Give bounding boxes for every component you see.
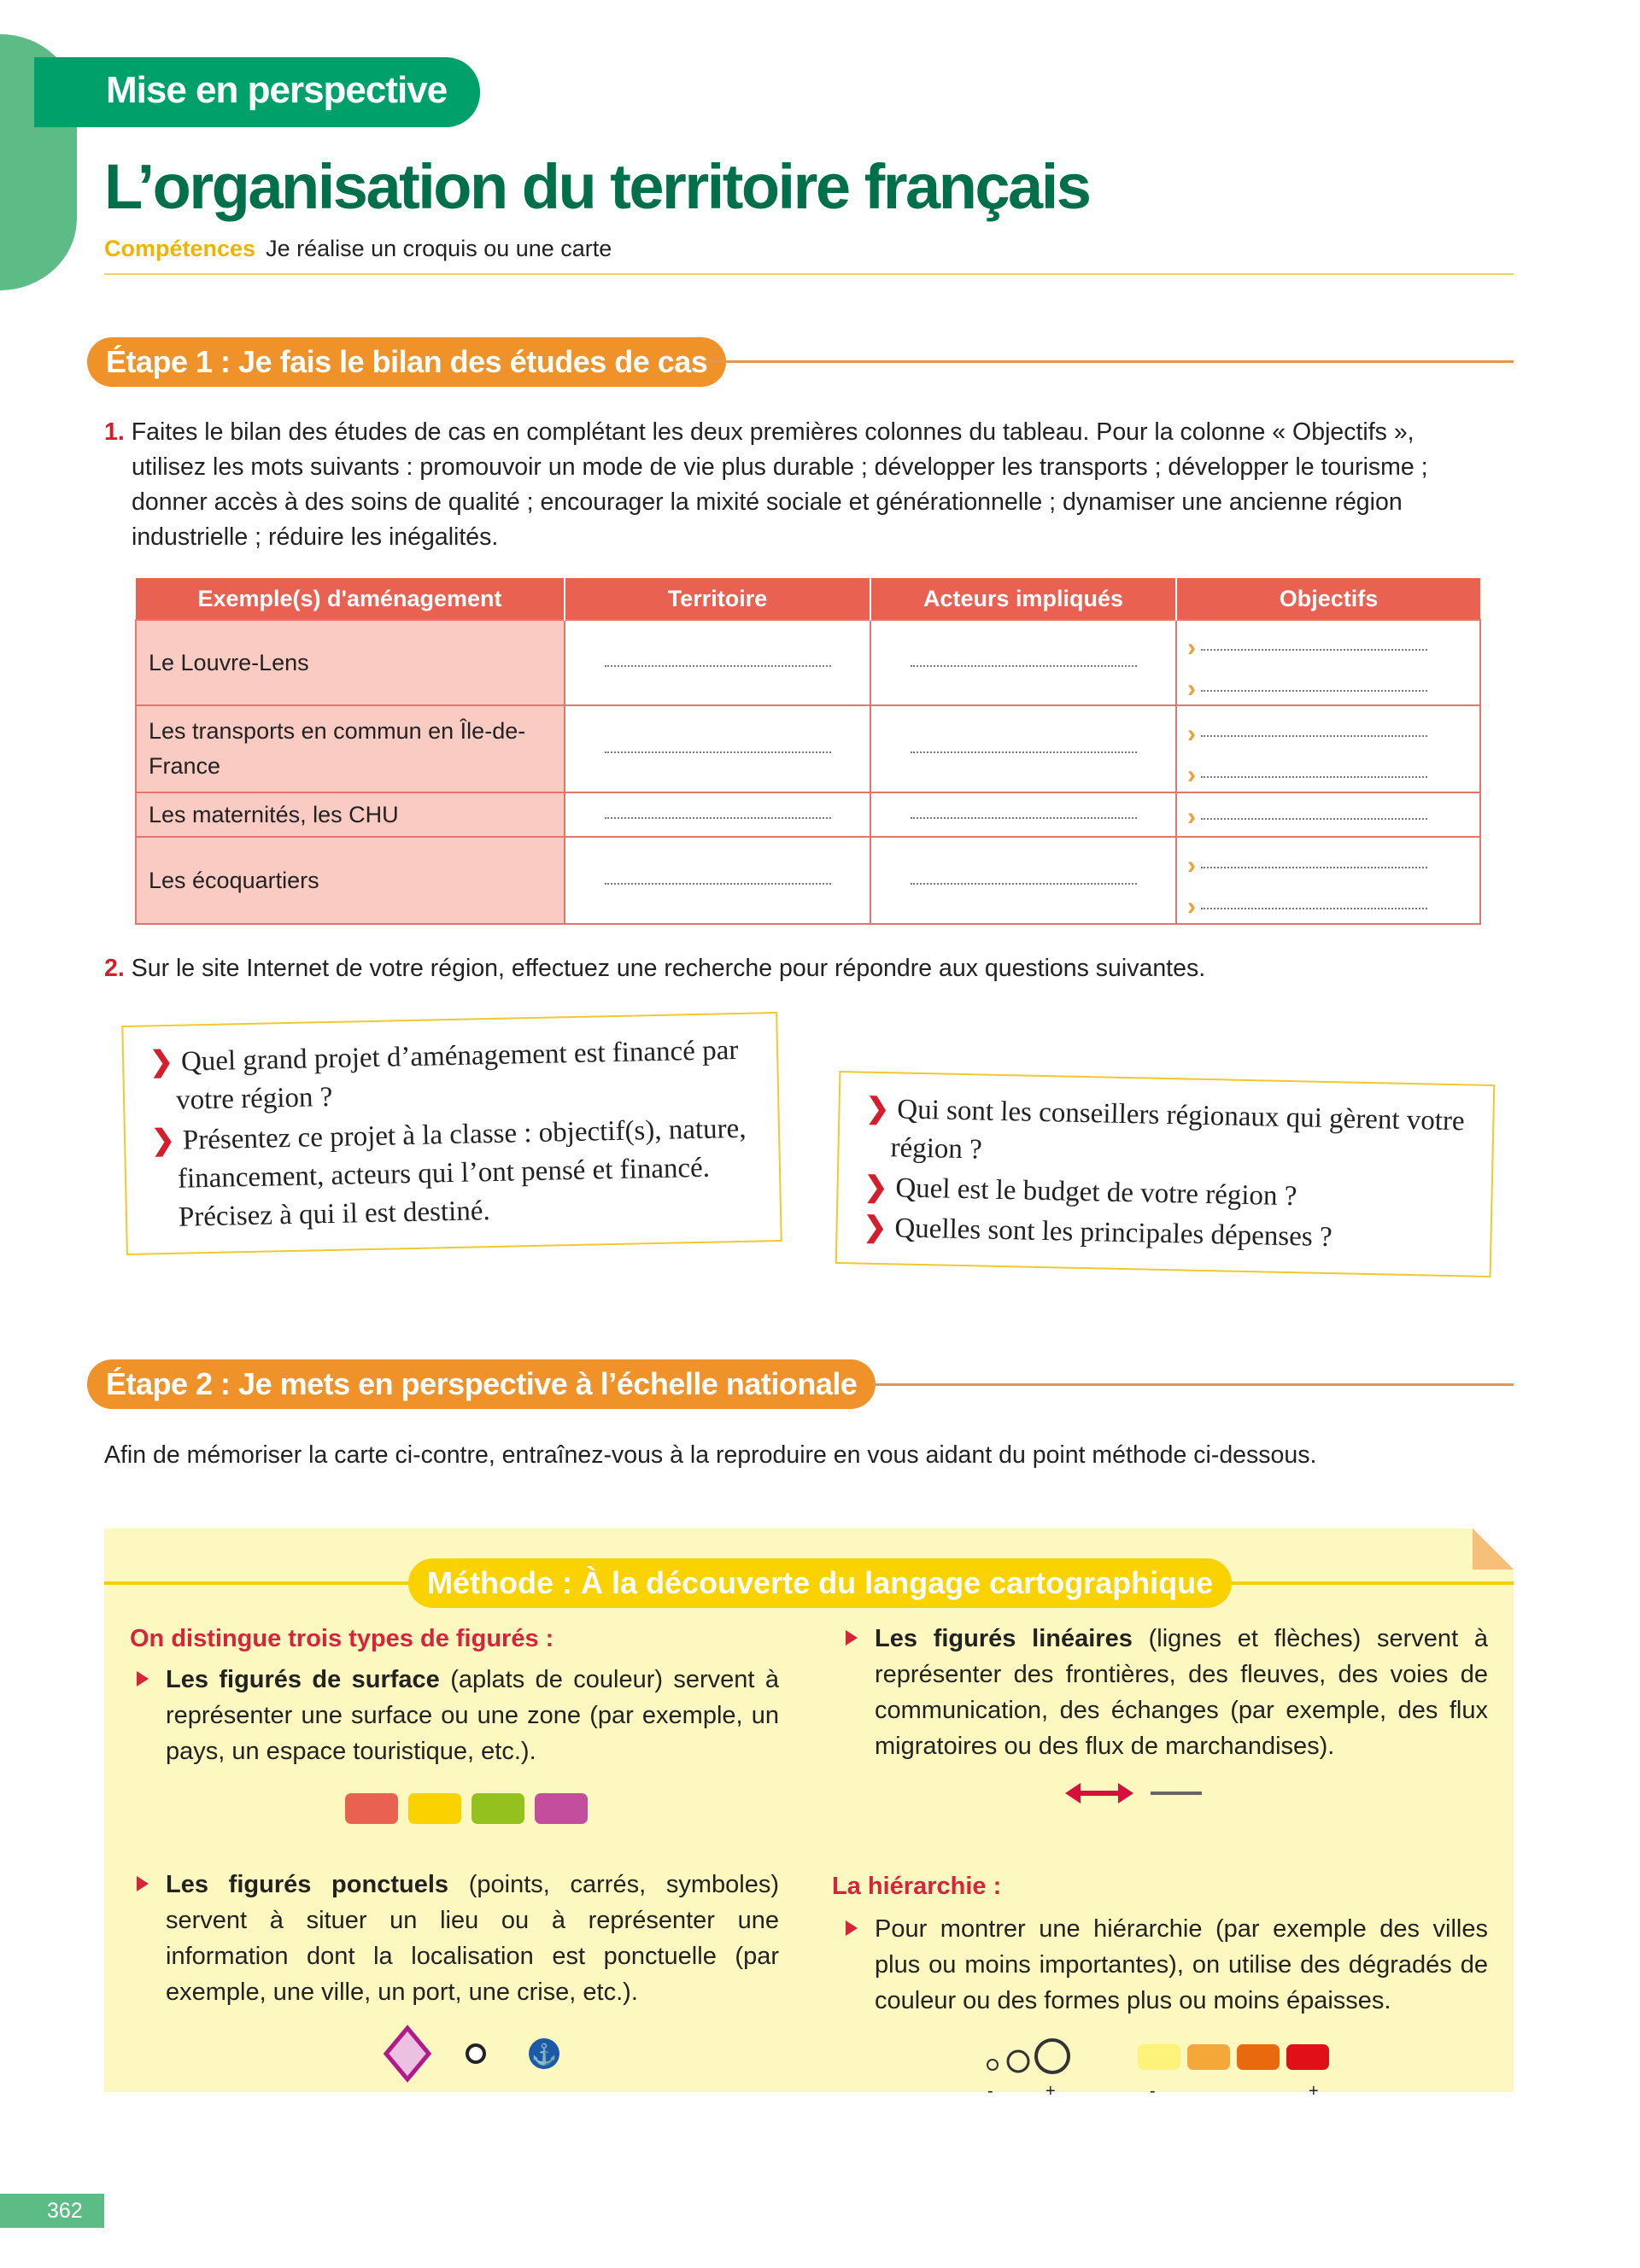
answer-blank [1201, 901, 1427, 909]
divider [104, 273, 1514, 275]
chevron-icon: › [1187, 761, 1196, 789]
chevron-icon: › [1187, 892, 1196, 921]
anchor-icon [529, 2038, 559, 2069]
answer-blank [1201, 769, 1427, 778]
svg-text:⚓: ⚓ [531, 2043, 557, 2066]
ponctuel-item: Les figurés ponctuels (points, carrés, symboles) servent à situer un lieu ou à représenter une information dont la localisation est ponctuelle (par exemple, une ville, un port, une crise, etc.). [130, 1867, 779, 2010]
answer-blank [911, 876, 1137, 885]
divider [871, 1383, 1514, 1386]
example-cell: Les maternités, les CHU [136, 792, 565, 837]
answer-blank [1201, 683, 1427, 692]
chevron-icon: › [1187, 675, 1196, 703]
objectives-cell [1176, 792, 1480, 837]
divider [709, 360, 1514, 363]
objective-line[interactable] [1187, 622, 1469, 663]
line-symbols [1065, 1776, 1236, 1810]
actors-cell[interactable] [870, 792, 1176, 837]
step1-heading: Étape 1 : Je fais le bilan des études de cas [87, 337, 726, 387]
chevron-icon: ❯ [865, 1091, 898, 1125]
hierarchy-symbols [984, 2031, 1488, 2099]
question-item: ❯ Quelles sont les principales dépenses ? [863, 1210, 1332, 1254]
step2-intro: Afin de mémoriser la carte ci-contre, entraînez-vous à la reproduire en vous aidant du point méthode ci-dessous. [104, 1441, 1317, 1469]
hierarchy-item: Pour montrer une hiérarchie (par exemple des villes plus ou moins importantes), on utilise des dégradés de couleur ou des formes plus ou moins épaisses. [839, 1911, 1488, 2019]
answer-blank [605, 745, 831, 753]
objective-line[interactable] [1187, 880, 1469, 921]
page-fold [1473, 1529, 1514, 1569]
objective-line[interactable] [1187, 708, 1469, 749]
question-item: ❯ Qui sont les conseillers régionaux qui gèrent votre région ? [865, 1091, 1465, 1166]
answer-blank [911, 810, 1137, 819]
answer-blank [605, 658, 831, 667]
question-box-left [121, 1012, 782, 1255]
actors-cell[interactable] [870, 837, 1176, 924]
table-row [136, 792, 1480, 837]
answer-blank [1201, 728, 1427, 737]
color-swatch [408, 1793, 461, 1824]
plus-label: + [1046, 2082, 1056, 2101]
question-number: 2. [104, 955, 125, 982]
col-header: Objectifs [1176, 578, 1480, 620]
chevron-icon: › [1187, 634, 1196, 662]
chevron-icon: ❯ [864, 1170, 896, 1203]
territory-cell[interactable] [565, 837, 870, 924]
section-tag: Mise en perspective [34, 57, 480, 127]
plus-label: + [1309, 2082, 1319, 2101]
actors-cell[interactable] [870, 705, 1176, 792]
objectives-cell [1176, 705, 1480, 792]
territory-cell[interactable] [565, 705, 870, 792]
circle-icon [467, 2045, 484, 2062]
method-title: Méthode : À la découverte du langage cartographique [408, 1558, 1232, 1608]
question-item: ❯ Quel est le budget de votre région ? [864, 1170, 1297, 1213]
territory-cell[interactable] [565, 792, 870, 837]
objective-line[interactable] [1187, 749, 1469, 790]
objective-line[interactable] [1187, 798, 1469, 832]
question-2 [104, 951, 1471, 986]
objective-line[interactable] [1187, 663, 1469, 704]
chevron-icon: › [1187, 720, 1196, 748]
objective-line[interactable] [1187, 839, 1469, 880]
table-row [136, 837, 1480, 924]
gradient-swatch [1237, 2044, 1280, 2070]
answer-blank [1201, 642, 1427, 651]
example-cell: Le Louvre-Lens [136, 620, 565, 705]
example-cell: Les écoquartiers [136, 837, 565, 924]
point-symbols [382, 2024, 604, 2084]
minus-label: - [987, 2082, 993, 2101]
gradient-swatch [1138, 2044, 1180, 2070]
surface-item: Les figurés de surface (aplats de couleur) servent à représenter une surface ou une zone (par exemple, un pays, un espace touristique, etc.). [130, 1662, 779, 1769]
double-arrow-icon [1065, 1783, 1133, 1803]
chevron-icon: › [1187, 803, 1196, 831]
method-box [104, 1529, 1514, 2101]
gradient-swatch [1286, 2044, 1329, 2070]
question-box-right [835, 1071, 1496, 1277]
question-text: Faites le bilan des études de cas en complétant les deux premières colonnes du tableau. Pour la colonne « Objectifs », utilisez les mots suivants : promouvoir un mode de vie plus durable ; développer les transports ; développer le tourisme ; donner accès à des soins de qualité ; encourager la mixité sociale et générationnelle ; dynamiser une ancienne région industrielle ; réduire les inégalités. [131, 418, 1428, 551]
circle-sizes-icon [984, 2031, 1086, 2082]
surface-swatches [345, 1793, 779, 1834]
competences-text: Je réalise un croquis ou une carte [266, 236, 612, 261]
chevron-icon: ❯ [150, 1123, 184, 1156]
color-gradient [1138, 2044, 1336, 2080]
answer-blank [605, 810, 831, 819]
answer-blank [1201, 860, 1427, 868]
col-header: Acteurs impliqués [870, 578, 1176, 620]
color-swatch [535, 1793, 588, 1824]
chevron-icon: ❯ [149, 1044, 182, 1078]
chevron-icon: ❯ [863, 1210, 895, 1243]
lineaire-item: Les figurés linéaires (lignes et flèches) servent à représenter des frontières, des fleuves, des voies de communication, des échanges (par exemple, des flux migratoires ou des flux de marchandises). [839, 1621, 1488, 1764]
answer-blank [1201, 811, 1427, 820]
actors-cell[interactable] [870, 620, 1176, 705]
table-body [136, 620, 1480, 924]
question-number: 1. [104, 418, 125, 446]
question-text: Sur le site Internet de votre région, effectuez une recherche pour répondre aux questions suivantes. [131, 955, 1206, 982]
types-heading: On distingue trois types de figurés : [130, 1625, 554, 1652]
territory-cell[interactable] [565, 620, 870, 705]
minus-label: - [1150, 2082, 1156, 2101]
competences-label: Compétences [104, 236, 256, 261]
answer-blank [911, 658, 1137, 667]
objectives-cell [1176, 837, 1480, 924]
gradient-swatch [1187, 2044, 1230, 2070]
question-item: ❯ Quel grand projet d’aménagement est financé par votre région ? [149, 1034, 739, 1116]
table-row [136, 620, 1480, 705]
answer-blank [605, 876, 831, 885]
objectives-cell [1176, 620, 1480, 705]
page-number: 362 [0, 2194, 104, 2228]
method-left-column [130, 1621, 779, 2094]
competences [104, 236, 612, 262]
chevron-icon: › [1187, 851, 1196, 880]
question-item: ❯ Présentez ce projet à la classe : objectif(s), nature, financement, acteurs qui l’ont pensé et financé. Précisez à qui il est destiné. [150, 1113, 747, 1233]
hierarchy-heading: La hiérarchie : [832, 1873, 1002, 1900]
summary-table [135, 578, 1481, 925]
question-1 [104, 415, 1471, 555]
col-header: Territoire [565, 578, 870, 620]
color-swatch [472, 1793, 524, 1824]
diamond-icon [386, 2028, 429, 2079]
answer-blank [911, 745, 1137, 753]
col-header: Exemple(s) d'aménagement [136, 578, 565, 620]
example-cell: Les transports en commun en Île-de-France [136, 705, 565, 792]
color-swatch [345, 1793, 398, 1824]
method-right-column [832, 1621, 1489, 2101]
table-row [136, 705, 1480, 792]
page-title: L’organisation du territoire français [104, 151, 1090, 222]
step2-heading: Étape 2 : Je mets en perspective à l’échelle nationale [87, 1359, 876, 1409]
